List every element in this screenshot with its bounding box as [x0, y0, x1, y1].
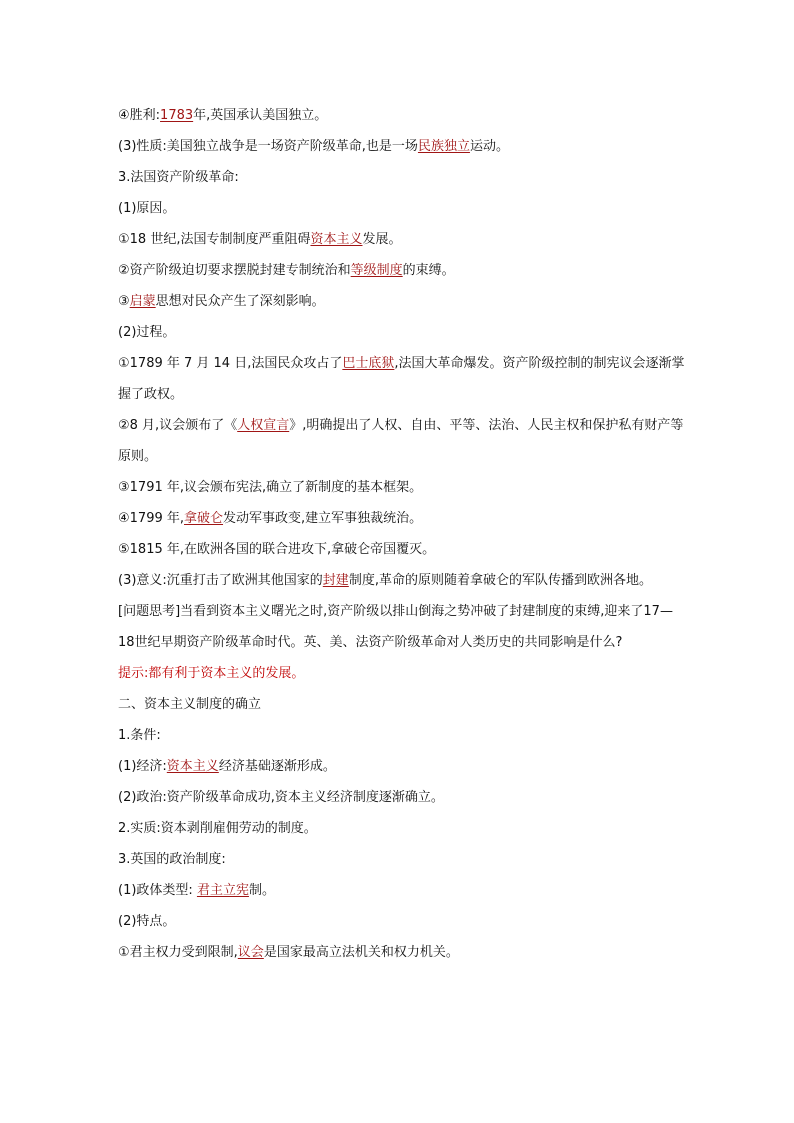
text-line-process-4: ④1799 年,拿破仑发动军事政变,建立军事独裁统治。: [118, 511, 423, 526]
text-line-polity: (1)政体类型: 君主立宪制。: [118, 883, 275, 898]
text-line-victory: ④胜利:1783年,英国承认美国独立。: [118, 108, 328, 123]
section-heading-capitalism: 二、资本主义制度的确立: [118, 697, 262, 712]
text-line-cause-1: ①18 世纪,法国专制制度严重阻碍资本主义发展。: [118, 232, 402, 247]
text-line-process-5: ⑤1815 年,在欧洲各国的联合进攻下,拿破仑帝国覆灭。: [118, 542, 436, 557]
fill-blank: 君主立宪: [196, 883, 249, 898]
subheading-conditions: 1.条件:: [118, 728, 161, 743]
text-line-process-3: ③1791 年,议会颁布宪法,确立了新制度的基本框架。: [118, 480, 423, 495]
text-line-nature: (3)性质:美国独立战争是一场资产阶级革命,也是一场民族独立运动。: [118, 139, 509, 154]
fill-blank: 1783: [160, 108, 194, 123]
fill-blank: 民族独立: [417, 139, 470, 154]
subheading-causes: (1)原因。: [118, 201, 176, 216]
subheading-uk-system: 3.英国的政治制度:: [118, 852, 226, 867]
section-heading-france: 3.法国资产阶级革命:: [118, 170, 239, 185]
document-body: [118, 100, 688, 968]
subheading-process: (2)过程。: [118, 325, 176, 340]
text-line-process-1: ①1789 年 7 月 14 日,法国民众攻占了巴士底狱,法国大革命爆发。资产阶级控制的制宪议会逐渐掌握了政权。: [118, 356, 685, 402]
fill-blank: 资本主义: [166, 759, 219, 774]
text-line-significance: (3)意义:沉重打击了欧洲其他国家的封建制度,革命的原则随着拿破仑的军队传播到欧洲各地。: [118, 573, 652, 588]
fill-blank: 等级制度: [350, 263, 403, 278]
text-line-feature-1: ①君主权力受到限制,议会是国家最高立法机关和权力机关。: [118, 945, 459, 960]
text-line-economy: (1)经济:资本主义经济基础逐渐形成。: [118, 759, 336, 774]
fill-blank: 资本主义: [310, 232, 363, 247]
fill-blank: 人权宣言: [237, 418, 290, 433]
text-line-essence: 2.实质:资本剥削雇佣劳动的制度。: [118, 821, 317, 836]
fill-blank: 巴士底狱: [342, 356, 395, 371]
fill-blank: 拿破仑: [184, 511, 224, 526]
text-line-cause-2: ②资产阶级迫切要求摆脱封建专制统治和等级制度的束缚。: [118, 263, 455, 278]
fill-blank: 封建: [322, 573, 349, 588]
text-line-process-2: ②8 月,议会颁布了《人权宣言》,明确提出了人权、自由、平等、法治、人民主权和保护私有财产等原则。: [118, 418, 684, 464]
text-line-politics: (2)政治:资产阶级革命成功,资本主义经济制度逐渐确立。: [118, 790, 444, 805]
hint-answer: 提示:都有利于资本主义的发展。: [118, 666, 305, 681]
subheading-features: (2)特点。: [118, 914, 176, 929]
fill-blank: 议会: [237, 945, 264, 960]
text-line-cause-3: ③启蒙思想对民众产生了深刻影响。: [118, 294, 325, 309]
fill-blank: 启蒙: [129, 294, 156, 309]
question-thinking: [问题思考]当看到资本主义曙光之时,资产阶级以排山倒海之势冲破了封建制度的束缚,迎来了17—18世纪早期资产阶级革命时代。英、美、法资产阶级革命对人类历史的共同影响是什么?: [118, 604, 673, 650]
